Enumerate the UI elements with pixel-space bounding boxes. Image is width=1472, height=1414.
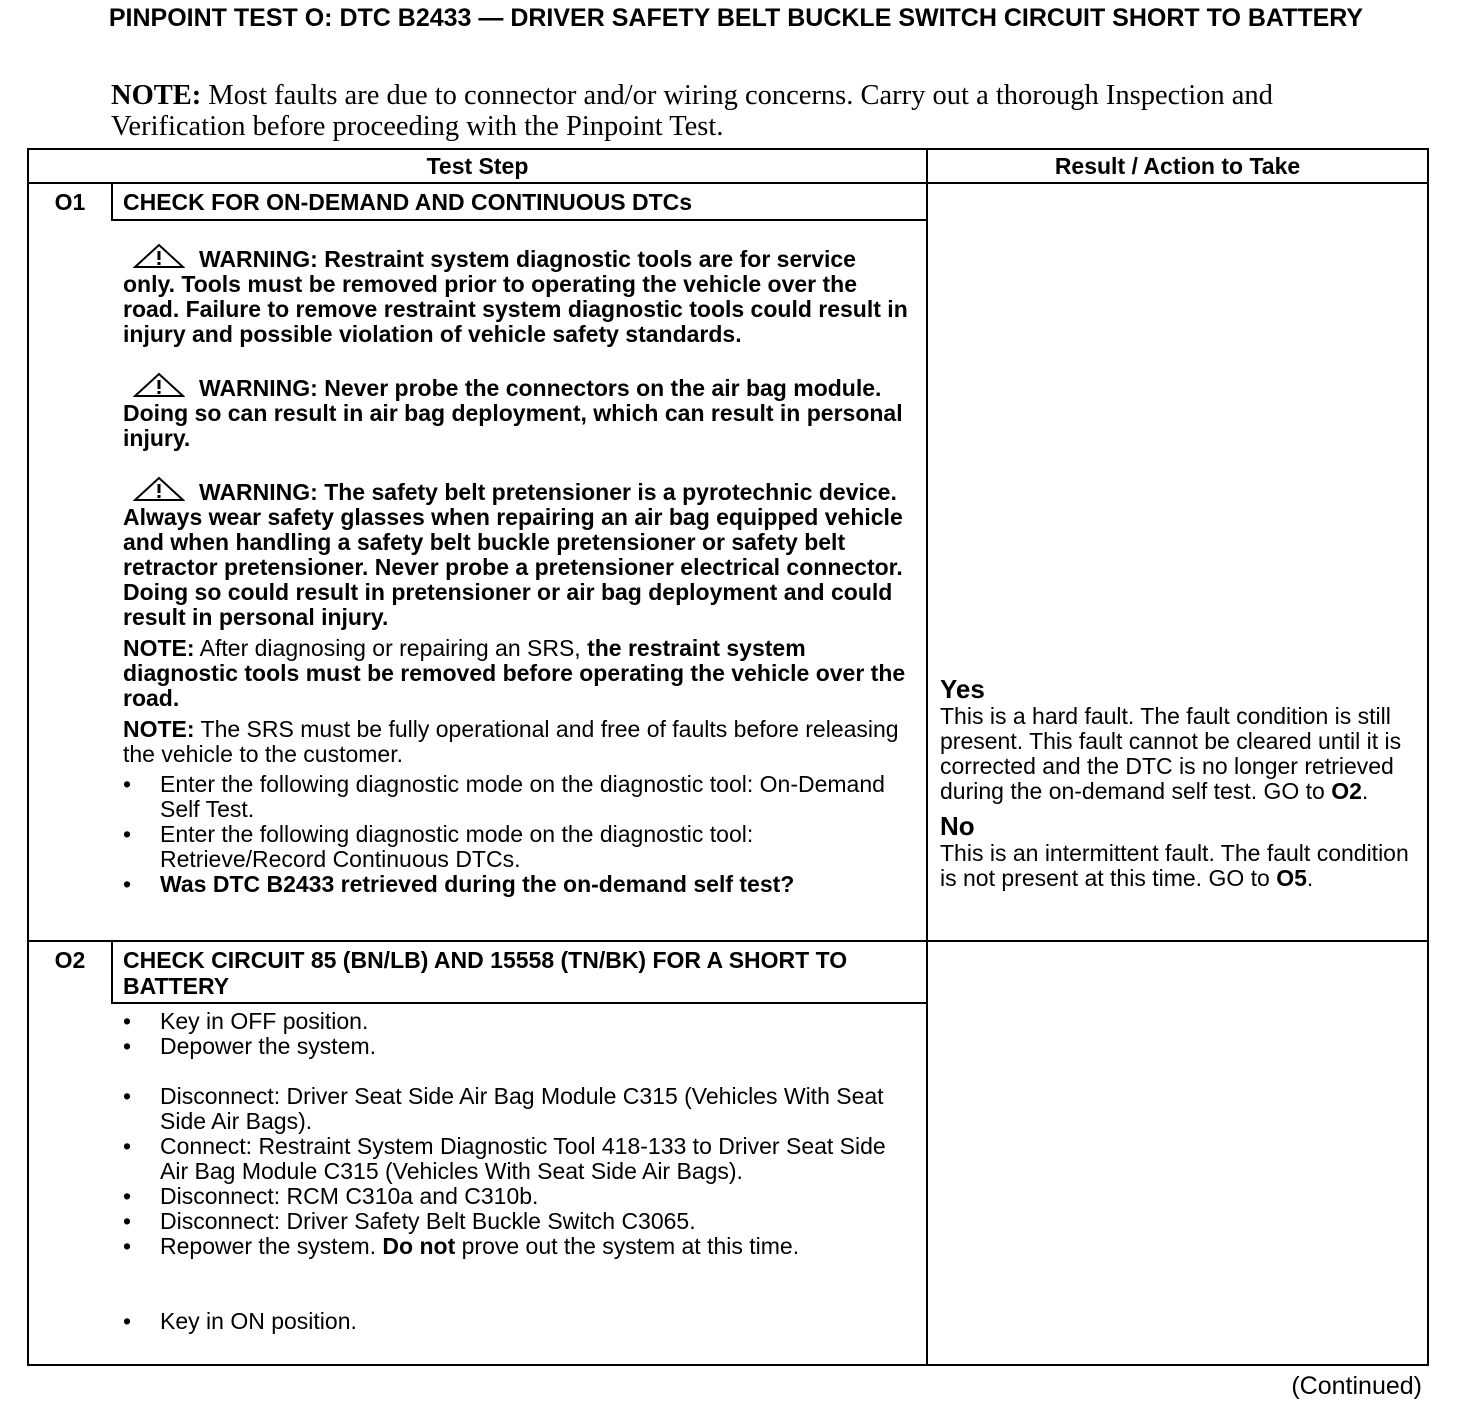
list-item: • Enter the following diagnostic mode on the diagnostic tool: Retrieve/Record Continuous DTCs. (123, 821, 754, 872)
result-no-label: No (940, 811, 975, 841)
intro-note-text: Most faults are due to connector and/or wiring concerns. Carry out a thorough Inspection and Verification before proceeding with the Pinpoint Test. (111, 80, 1273, 142)
warning-1: WARNING: Restraint system diagnostic tools are for service only. Tools must be removed prior to operating the vehicle over the road. Failure to remove restraint system diagnostic tools could result in injury and possible violation of vehicle safety standards. (123, 243, 913, 347)
step-id-o2: O2 (54, 947, 86, 973)
result-no-text: This is an intermittent fault. The fault condition is not present at this time. GO to O5. (940, 840, 1409, 891)
intro-note (111, 80, 1311, 142)
result-yes-label: Yes (940, 674, 985, 704)
warning-2: WARNING: Never probe the connectors on the air bag module. Doing so can result in air bag deployment, which can result in personal injury. (123, 372, 913, 451)
warning-3: WARNING: The safety belt pretensioner is a pyrotechnic device. Always wear safety glasses when repairing an air bag equipped vehicle and when handling a safety belt buckle pretensioner or safety belt retractor pretensioner. Never probe a pretensioner electrical connector. Doing so could result in pretensioner or air bag deployment and could result in personal injury. (123, 476, 913, 630)
list-item: • Disconnect: Driver Seat Side Air Bag Module C315 (Vehicles With Seat Side Air Bags). (123, 1083, 884, 1134)
note-2: NOTE: The SRS must be fully operational and free of faults before releasing the vehicle to the customer. (123, 716, 899, 767)
list-item: • Disconnect: RCM C310a and C310b. (123, 1183, 539, 1209)
note-1: NOTE: After diagnosing or repairing an SRS, the restraint system diagnostic tools must be removed before operating the vehicle over the road. (123, 635, 906, 711)
page-title: PINPOINT TEST O: DTC B2433 — DRIVER SAFETY BELT BUCKLE SWITCH CIRCUIT SHORT TO BATTERY (108, 4, 1364, 32)
step-title-o1: CHECK FOR ON-DEMAND AND CONTINUOUS DTCs (123, 189, 693, 215)
step-separator (27, 940, 1429, 942)
list-item: • Connect: Restraint System Diagnostic Tool 418-133 to Driver Seat Side Air Bag Module C315 (Vehicles With Seat Side Air Bags). (123, 1133, 886, 1184)
step-title-o2: CHECK CIRCUIT 85 (BN/LB) AND 15558 (TN/BK) FOR A SHORT TO BATTERY (123, 947, 848, 999)
list-item: • Enter the following diagnostic mode on the diagnostic tool: On-Demand Self Test. (123, 771, 885, 822)
warning-triangle-icon (133, 372, 185, 398)
list-item: • Repower the system. Do not prove out the system at this time. (123, 1233, 800, 1259)
column-divider (926, 148, 928, 1366)
list-item: • Key in ON position. (123, 1308, 357, 1334)
header-test-step: Test Step (426, 153, 529, 179)
result-yes-text: This is a hard fault. The fault condition is still present. This fault cannot be cleared until it is corrected and the DTC is no longer retrieved during the on-demand self test. GO to O2. (940, 703, 1402, 804)
intro-note-label: NOTE: (111, 80, 202, 111)
list-item: • Was DTC B2433 retrieved during the on-demand self test? (123, 871, 795, 897)
list-item: • Disconnect: Driver Safety Belt Buckle Switch C3065. (123, 1208, 696, 1234)
o1-result (940, 675, 1420, 891)
o1-content (123, 243, 913, 897)
header-divider (27, 182, 1429, 184)
list-item: • Depower the system. (123, 1033, 377, 1059)
list-item: • Key in OFF position. (123, 1008, 369, 1034)
o1-title-divider (111, 219, 927, 221)
step-id-o1: O1 (54, 189, 86, 215)
header-result: Result / Action to Take (1054, 153, 1301, 179)
warning-triangle-icon (133, 476, 185, 502)
warning-triangle-icon (133, 243, 185, 269)
o2-content (123, 1009, 913, 1334)
o2-title-divider (111, 1002, 927, 1004)
continued-label: (Continued) (1291, 1372, 1422, 1400)
